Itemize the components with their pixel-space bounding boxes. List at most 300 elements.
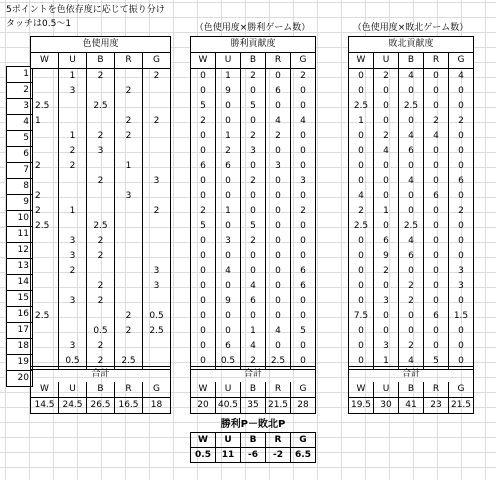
cell[interactable] xyxy=(31,84,59,99)
cell[interactable]: 6 xyxy=(424,309,449,324)
cell[interactable]: 0 xyxy=(216,99,241,114)
cell[interactable]: 0 xyxy=(191,129,216,144)
cell[interactable] xyxy=(143,249,171,264)
cell[interactable]: 0 xyxy=(291,189,316,204)
cell[interactable]: 0 xyxy=(374,279,399,294)
cell[interactable]: 3 xyxy=(374,339,399,354)
cell[interactable]: 0 xyxy=(266,249,291,264)
cell[interactable]: 0 xyxy=(291,249,316,264)
cell[interactable]: 2 xyxy=(241,129,266,144)
cell[interactable] xyxy=(115,234,143,249)
cell[interactable]: 3 xyxy=(115,189,143,204)
cell[interactable]: 2 xyxy=(59,159,87,174)
cell[interactable]: 0 xyxy=(349,279,374,294)
cell[interactable]: 0 xyxy=(291,219,316,234)
cell[interactable]: 0 xyxy=(266,279,291,294)
cell[interactable]: 1 xyxy=(241,324,266,339)
cell[interactable]: 2.5 xyxy=(399,99,424,114)
cell[interactable] xyxy=(31,249,59,264)
cell[interactable]: 2.5 xyxy=(349,219,374,234)
cell[interactable]: 0 xyxy=(266,219,291,234)
cell[interactable]: 3 xyxy=(449,264,474,279)
cell[interactable]: 3 xyxy=(59,84,87,99)
cell[interactable]: 6 xyxy=(374,234,399,249)
cell[interactable]: 2 xyxy=(191,204,216,219)
cell[interactable]: 0 xyxy=(266,204,291,219)
cell[interactable]: 0 xyxy=(399,264,424,279)
cell[interactable]: 3 xyxy=(374,294,399,309)
cell[interactable]: 1 xyxy=(59,129,87,144)
cell[interactable] xyxy=(59,219,87,234)
cell[interactable]: 0 xyxy=(216,309,241,324)
cell[interactable]: 0 xyxy=(424,219,449,234)
cell[interactable] xyxy=(59,309,87,324)
cell[interactable]: 0 xyxy=(424,84,449,99)
cell[interactable] xyxy=(59,279,87,294)
cell[interactable]: 0 xyxy=(349,159,374,174)
cell[interactable]: 2 xyxy=(291,204,316,219)
cell[interactable]: 2 xyxy=(31,159,59,174)
cell[interactable] xyxy=(31,69,59,85)
cell[interactable]: 0 xyxy=(424,144,449,159)
cell[interactable]: 0 xyxy=(349,69,374,85)
cell[interactable] xyxy=(115,279,143,294)
cell[interactable]: 2 xyxy=(241,234,266,249)
cell[interactable]: 4 xyxy=(399,354,424,370)
cell[interactable]: 2.5 xyxy=(31,309,59,324)
cell[interactable] xyxy=(87,309,115,324)
cell[interactable]: 2.5 xyxy=(349,99,374,114)
cell[interactable]: 1 xyxy=(59,69,87,85)
cell[interactable] xyxy=(143,159,171,174)
cell[interactable]: 2.5 xyxy=(115,354,143,370)
cell[interactable]: 0 xyxy=(374,84,399,99)
cell[interactable]: 1 xyxy=(216,69,241,85)
cell[interactable]: 0 xyxy=(266,234,291,249)
cell[interactable] xyxy=(143,129,171,144)
cell[interactable]: 2 xyxy=(59,144,87,159)
cell[interactable]: 0 xyxy=(241,249,266,264)
cell[interactable]: 4 xyxy=(241,279,266,294)
cell[interactable]: 2 xyxy=(241,174,266,189)
cell[interactable] xyxy=(31,174,59,189)
cell[interactable]: 6 xyxy=(449,174,474,189)
cell[interactable]: 0 xyxy=(349,294,374,309)
cell[interactable]: 3 xyxy=(59,234,87,249)
cell[interactable]: 0 xyxy=(266,69,291,85)
cell[interactable]: 0 xyxy=(216,174,241,189)
cell[interactable]: 0 xyxy=(374,174,399,189)
cell[interactable]: 6 xyxy=(216,159,241,174)
cell[interactable]: 0 xyxy=(216,279,241,294)
cell[interactable]: 1 xyxy=(31,114,59,129)
cell[interactable]: 6 xyxy=(399,249,424,264)
cell[interactable]: 6 xyxy=(424,189,449,204)
cell[interactable]: 0.5 xyxy=(87,324,115,339)
cell[interactable] xyxy=(87,84,115,99)
cell[interactable] xyxy=(115,144,143,159)
cell[interactable] xyxy=(115,174,143,189)
cell[interactable] xyxy=(87,114,115,129)
cell[interactable] xyxy=(87,189,115,204)
cell[interactable]: 2.5 xyxy=(31,99,59,114)
cell[interactable]: 0 xyxy=(266,309,291,324)
cell[interactable]: 0 xyxy=(424,99,449,114)
cell[interactable]: 2 xyxy=(87,129,115,144)
cell[interactable]: 0 xyxy=(349,339,374,354)
cell[interactable]: 0 xyxy=(374,309,399,324)
cell[interactable]: 2 xyxy=(291,69,316,85)
cell[interactable] xyxy=(115,219,143,234)
cell[interactable]: 4 xyxy=(399,234,424,249)
cell[interactable]: 2 xyxy=(59,264,87,279)
cell[interactable]: 2 xyxy=(87,354,115,370)
cell[interactable] xyxy=(31,294,59,309)
cell[interactable]: 0.5 xyxy=(216,354,241,370)
cell[interactable]: 0 xyxy=(424,294,449,309)
cell[interactable]: 0 xyxy=(449,84,474,99)
cell[interactable] xyxy=(143,339,171,354)
cell[interactable]: 2 xyxy=(115,129,143,144)
cell[interactable]: 2.5 xyxy=(266,354,291,370)
cell[interactable]: 1 xyxy=(115,159,143,174)
cell[interactable]: 0 xyxy=(291,84,316,99)
cell[interactable]: 5 xyxy=(291,324,316,339)
cell[interactable]: 4 xyxy=(241,339,266,354)
cell[interactable]: 0 xyxy=(374,324,399,339)
cell[interactable]: 0 xyxy=(374,114,399,129)
cell[interactable]: 0 xyxy=(349,144,374,159)
cell[interactable]: 4 xyxy=(266,114,291,129)
cell[interactable]: 6 xyxy=(399,144,424,159)
cell[interactable]: 0 xyxy=(241,204,266,219)
cell[interactable]: 5 xyxy=(424,354,449,370)
cell[interactable]: 0 xyxy=(349,249,374,264)
cell[interactable]: 0 xyxy=(424,339,449,354)
cell[interactable]: 0 xyxy=(266,174,291,189)
cell[interactable]: 0 xyxy=(191,294,216,309)
cell[interactable]: 0 xyxy=(424,174,449,189)
cell[interactable]: 2 xyxy=(31,189,59,204)
cell[interactable]: 0 xyxy=(291,99,316,114)
cell[interactable]: 0 xyxy=(449,189,474,204)
cell[interactable] xyxy=(115,264,143,279)
cell[interactable]: 2 xyxy=(115,84,143,99)
cell[interactable]: 3 xyxy=(449,279,474,294)
cell[interactable]: 4 xyxy=(399,174,424,189)
cell[interactable] xyxy=(87,159,115,174)
cell[interactable]: 0 xyxy=(349,264,374,279)
cell[interactable]: 0 xyxy=(349,354,374,370)
cell[interactable] xyxy=(87,204,115,219)
cell[interactable]: 2 xyxy=(399,294,424,309)
cell[interactable]: 4 xyxy=(374,144,399,159)
cell[interactable] xyxy=(115,204,143,219)
cell[interactable]: 6 xyxy=(241,294,266,309)
cell[interactable]: 2 xyxy=(87,174,115,189)
cell[interactable]: 0 xyxy=(191,264,216,279)
cell[interactable]: 2.5 xyxy=(399,219,424,234)
cell[interactable]: 2 xyxy=(143,114,171,129)
cell[interactable] xyxy=(59,99,87,114)
cell[interactable]: 0 xyxy=(241,159,266,174)
cell[interactable]: 0 xyxy=(191,279,216,294)
cell[interactable]: 0 xyxy=(291,234,316,249)
cell[interactable]: 0 xyxy=(191,324,216,339)
cell[interactable]: 3 xyxy=(241,144,266,159)
cell[interactable]: 0 xyxy=(424,264,449,279)
cell[interactable]: 1 xyxy=(349,114,374,129)
cell[interactable]: 2 xyxy=(87,69,115,85)
cell[interactable] xyxy=(143,99,171,114)
cell[interactable]: 9 xyxy=(216,84,241,99)
cell[interactable]: 0 xyxy=(191,339,216,354)
cell[interactable]: 0 xyxy=(191,84,216,99)
cell[interactable] xyxy=(115,339,143,354)
cell[interactable]: 2 xyxy=(449,204,474,219)
cell[interactable] xyxy=(31,264,59,279)
table-row xyxy=(191,264,316,279)
cell[interactable] xyxy=(143,144,171,159)
cell[interactable]: 2.5 xyxy=(143,324,171,339)
cell[interactable]: 2 xyxy=(349,204,374,219)
cell[interactable] xyxy=(59,114,87,129)
cell[interactable] xyxy=(143,234,171,249)
cell[interactable]: 2.5 xyxy=(31,219,59,234)
cell[interactable]: 4 xyxy=(399,69,424,85)
cell[interactable] xyxy=(143,189,171,204)
cell[interactable]: 0 xyxy=(241,189,266,204)
cell[interactable]: 3 xyxy=(87,144,115,159)
cell[interactable]: 0 xyxy=(399,189,424,204)
cell[interactable] xyxy=(31,129,59,144)
cell[interactable]: 2 xyxy=(374,264,399,279)
cell[interactable]: 0 xyxy=(191,234,216,249)
cell[interactable]: 0 xyxy=(399,84,424,99)
cell[interactable] xyxy=(31,324,59,339)
cell[interactable]: 0 xyxy=(449,144,474,159)
cell[interactable]: 0 xyxy=(266,144,291,159)
cell[interactable] xyxy=(87,264,115,279)
cell[interactable]: 0 xyxy=(349,84,374,99)
cell[interactable]: 0.5 xyxy=(59,354,87,370)
cell[interactable]: 0 xyxy=(266,339,291,354)
cell[interactable] xyxy=(115,294,143,309)
cell[interactable]: 0 xyxy=(191,69,216,85)
cell[interactable] xyxy=(115,249,143,264)
cell[interactable]: 1 xyxy=(216,204,241,219)
cell[interactable]: 0 xyxy=(399,204,424,219)
cell[interactable]: 1 xyxy=(374,204,399,219)
cell[interactable]: 0 xyxy=(399,309,424,324)
cell[interactable]: 0.5 xyxy=(143,309,171,324)
cell[interactable]: 0 xyxy=(424,204,449,219)
cell[interactable]: 2 xyxy=(449,114,474,129)
cell[interactable]: 0 xyxy=(216,219,241,234)
cell[interactable]: 0 xyxy=(399,114,424,129)
cell[interactable]: 0 xyxy=(216,249,241,264)
cell[interactable] xyxy=(31,279,59,294)
cell[interactable]: 0 xyxy=(424,69,449,85)
cell[interactable]: 4 xyxy=(449,69,474,85)
cell[interactable]: 0 xyxy=(449,219,474,234)
cell[interactable]: 0 xyxy=(449,339,474,354)
cell[interactable]: 0 xyxy=(424,324,449,339)
cell[interactable]: 2 xyxy=(241,69,266,85)
cell[interactable]: 0 xyxy=(374,159,399,174)
cell[interactable]: 2 xyxy=(87,294,115,309)
cell[interactable]: 0 xyxy=(191,174,216,189)
cell[interactable]: 2 xyxy=(31,204,59,219)
cell[interactable]: 2 xyxy=(424,114,449,129)
cell[interactable]: 2 xyxy=(241,354,266,370)
cell[interactable]: 2 xyxy=(115,324,143,339)
cell[interactable] xyxy=(59,174,87,189)
cell[interactable]: 3 xyxy=(291,174,316,189)
cell[interactable]: 2 xyxy=(143,69,171,85)
cell[interactable]: 0 xyxy=(449,324,474,339)
cell[interactable]: 5 xyxy=(191,99,216,114)
cell[interactable]: 0 xyxy=(399,159,424,174)
cell[interactable]: 0 xyxy=(424,159,449,174)
cell[interactable]: 0 xyxy=(266,99,291,114)
cell[interactable] xyxy=(143,219,171,234)
cell[interactable]: 2 xyxy=(399,279,424,294)
cell[interactable]: 2 xyxy=(87,339,115,354)
cell[interactable]: 5 xyxy=(191,219,216,234)
cell[interactable]: 0 xyxy=(449,99,474,114)
cell[interactable]: 0 xyxy=(374,189,399,204)
cell[interactable]: 0 xyxy=(266,264,291,279)
cell[interactable]: 0 xyxy=(241,264,266,279)
cell[interactable]: 0 xyxy=(216,189,241,204)
cell[interactable]: 2 xyxy=(87,279,115,294)
cell[interactable]: 0 xyxy=(449,249,474,264)
cell[interactable]: 0 xyxy=(241,309,266,324)
cell[interactable]: 2.5 xyxy=(87,99,115,114)
cell[interactable]: 0 xyxy=(349,234,374,249)
cell[interactable]: 3 xyxy=(59,339,87,354)
cell[interactable]: 3 xyxy=(266,159,291,174)
cell[interactable]: 2 xyxy=(399,339,424,354)
cell[interactable]: 0 xyxy=(374,99,399,114)
cell[interactable]: 1 xyxy=(216,129,241,144)
cell[interactable]: 0 xyxy=(424,249,449,264)
cell[interactable] xyxy=(143,84,171,99)
cell[interactable]: 0 xyxy=(291,144,316,159)
cell[interactable]: 3 xyxy=(216,234,241,249)
cell[interactable]: 2.5 xyxy=(87,219,115,234)
cell[interactable]: 0 xyxy=(191,144,216,159)
cell[interactable]: 2 xyxy=(266,129,291,144)
cell[interactable]: 2 xyxy=(216,144,241,159)
cell[interactable]: 6 xyxy=(216,339,241,354)
cell[interactable]: 0 xyxy=(449,234,474,249)
cell[interactable]: 3 xyxy=(143,279,171,294)
cell[interactable]: 0 xyxy=(191,249,216,264)
cell[interactable]: 0 xyxy=(216,114,241,129)
cell[interactable]: 3 xyxy=(143,264,171,279)
cell[interactable]: 0 xyxy=(424,234,449,249)
cell[interactable]: 0 xyxy=(449,354,474,370)
cell[interactable]: 0 xyxy=(191,354,216,370)
cell[interactable]: 2 xyxy=(374,69,399,85)
cell[interactable]: 5 xyxy=(241,99,266,114)
cell[interactable]: 0 xyxy=(349,129,374,144)
cell[interactable]: 0 xyxy=(241,114,266,129)
cell[interactable]: 0 xyxy=(266,294,291,309)
cell[interactable]: 0 xyxy=(449,294,474,309)
cell[interactable]: 4 xyxy=(424,129,449,144)
table-row xyxy=(349,219,474,234)
cell[interactable]: 1.5 xyxy=(449,309,474,324)
cell[interactable] xyxy=(115,69,143,85)
cell[interactable]: 9 xyxy=(216,294,241,309)
cell[interactable]: 9 xyxy=(374,249,399,264)
cell[interactable]: 0 xyxy=(291,354,316,370)
cell[interactable] xyxy=(115,99,143,114)
cell[interactable]: 0 xyxy=(191,309,216,324)
cell[interactable]: 0 xyxy=(399,324,424,339)
cell[interactable] xyxy=(59,189,87,204)
cell[interactable] xyxy=(31,339,59,354)
cell[interactable]: 6 xyxy=(291,279,316,294)
cell[interactable]: 4 xyxy=(349,189,374,204)
cell[interactable]: 0 xyxy=(349,174,374,189)
cell[interactable]: 2 xyxy=(374,129,399,144)
cell[interactable]: 0 xyxy=(291,294,316,309)
cell[interactable]: 3 xyxy=(59,294,87,309)
cell[interactable]: 3 xyxy=(143,174,171,189)
cell[interactable]: 0 xyxy=(449,129,474,144)
cell[interactable]: 0 xyxy=(291,339,316,354)
cell[interactable] xyxy=(31,144,59,159)
cell[interactable]: 6 xyxy=(266,84,291,99)
cell[interactable]: 2 xyxy=(115,309,143,324)
cell[interactable]: 2 xyxy=(191,114,216,129)
cell[interactable]: 0 xyxy=(291,129,316,144)
cell[interactable]: 4 xyxy=(399,129,424,144)
cell[interactable]: 0 xyxy=(241,84,266,99)
cell[interactable]: 1 xyxy=(59,204,87,219)
cell[interactable]: 0 xyxy=(291,159,316,174)
cell[interactable]: 5 xyxy=(241,219,266,234)
cell[interactable] xyxy=(143,294,171,309)
cell[interactable] xyxy=(31,234,59,249)
cell[interactable]: 4 xyxy=(291,114,316,129)
cell[interactable]: 3 xyxy=(59,249,87,264)
cell[interactable]: 0 xyxy=(424,279,449,294)
cell[interactable]: 4 xyxy=(216,264,241,279)
cell[interactable]: 0 xyxy=(216,324,241,339)
cell[interactable]: 2 xyxy=(87,234,115,249)
cell[interactable]: 2 xyxy=(87,249,115,264)
cell[interactable]: 2 xyxy=(143,204,171,219)
cell[interactable]: 2 xyxy=(115,114,143,129)
cell[interactable]: 1 xyxy=(374,354,399,370)
cell[interactable]: 0 xyxy=(349,324,374,339)
cell[interactable]: 0 xyxy=(374,219,399,234)
cell[interactable]: 6 xyxy=(291,264,316,279)
cell[interactable]: 0 xyxy=(449,159,474,174)
cell[interactable] xyxy=(59,324,87,339)
cell[interactable]: 7.5 xyxy=(349,309,374,324)
cell[interactable]: 0 xyxy=(291,309,316,324)
cell[interactable]: 4 xyxy=(266,324,291,339)
cell[interactable]: 0 xyxy=(266,189,291,204)
cell[interactable]: 6 xyxy=(191,159,216,174)
cell[interactable]: 0 xyxy=(191,189,216,204)
